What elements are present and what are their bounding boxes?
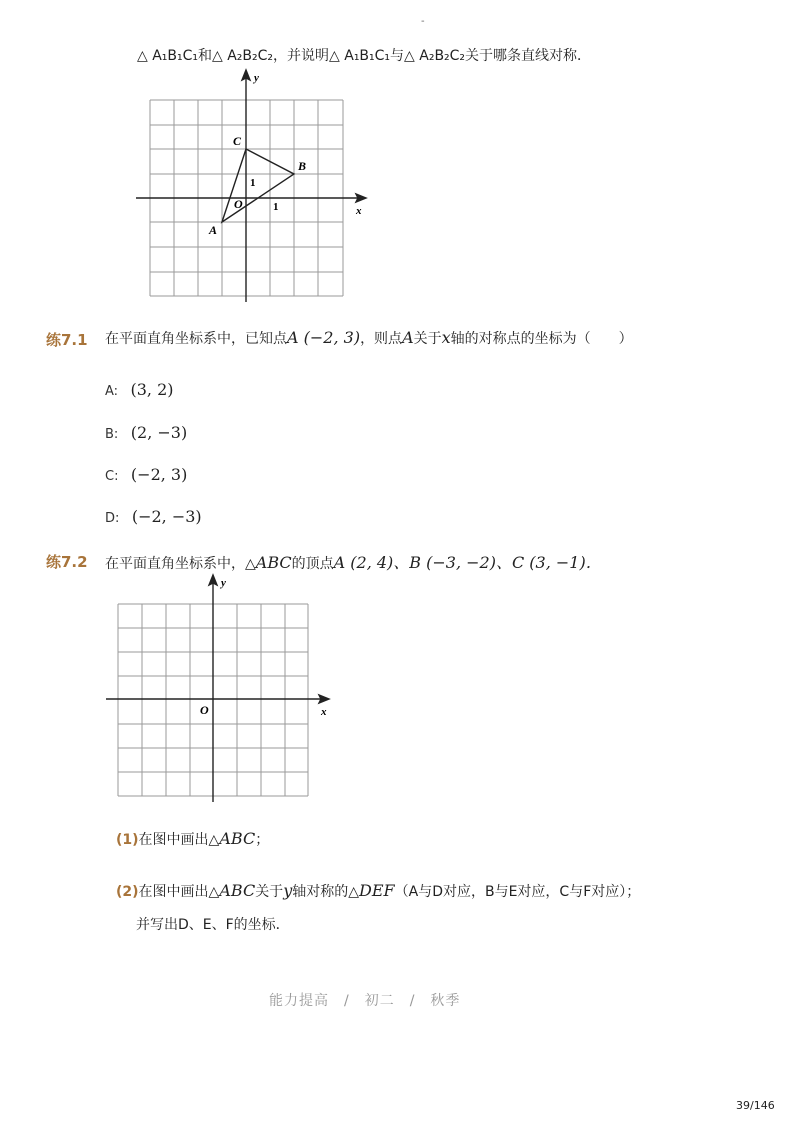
prev-problem-line — [137, 45, 591, 65]
vertex-label-b: B — [298, 159, 307, 173]
unit-label-x: 1 — [273, 201, 279, 213]
axis-y-label: y — [221, 577, 226, 589]
choice-letter: B: — [105, 427, 119, 442]
sub-question-label: (1) — [116, 832, 139, 848]
stem-point: A (−2, 3) — [287, 328, 361, 347]
origin-label: O — [234, 197, 243, 211]
choice-value: (2, −3) — [130, 423, 188, 442]
stem-text: 在平面直角坐标系中，△ — [105, 556, 256, 572]
sub-question-label: (2) — [116, 884, 139, 900]
triangle-abc — [222, 149, 294, 222]
axes — [106, 575, 329, 802]
axis-x-label: x — [356, 205, 362, 217]
header-mark: - — [421, 16, 425, 27]
exercise-7-2-stem — [105, 550, 602, 573]
exercise-7-1-stem — [105, 328, 633, 348]
footer-breadcrumb: 能力提高 / 初二 / 秋季 — [269, 993, 461, 1009]
stem-var: x — [441, 328, 451, 347]
choice-value: (−2, −3) — [131, 507, 202, 526]
choice-b[interactable] — [105, 423, 187, 442]
page-number: 39/146 — [736, 1099, 775, 1112]
choice-d[interactable] — [105, 507, 202, 526]
stem-text: 在平面直角坐标系中，已知点 — [105, 331, 287, 347]
stem-var: ABC — [255, 553, 292, 572]
sub-question-1 — [116, 829, 269, 849]
sub-question-text: 在图中画出△ — [138, 884, 220, 900]
figure-empty-grid — [100, 572, 340, 808]
exercise-7-2-label: 练7.2 — [46, 553, 88, 571]
choice-letter: C: — [105, 469, 119, 484]
stem-points: A (2, 4)、B (−3, −2)、C (3, −1)． — [333, 553, 602, 572]
choice-value: (−2, 3) — [130, 465, 188, 484]
stem-var: A — [402, 328, 414, 347]
choice-letter: A: — [105, 384, 119, 399]
choice-c[interactable] — [105, 465, 187, 484]
exercise-7-1-label: 练7.1 — [46, 331, 88, 349]
axis-x-label: x — [321, 706, 327, 718]
sub-question-2 — [116, 881, 640, 901]
vertex-label-c: C — [233, 134, 242, 148]
choice-value: (3, 2) — [130, 380, 174, 399]
origin-label: O — [200, 703, 209, 717]
choice-letter: D: — [105, 511, 120, 526]
sub-question-var: ABC — [219, 829, 256, 848]
sub-question-text: 轴对称的△ — [292, 884, 360, 900]
sub-question-text: 在图中画出△ — [138, 832, 220, 848]
sub-question-var: DEF — [359, 881, 395, 900]
sub-question-text: 关于 — [255, 884, 284, 900]
unit-label-y: 1 — [250, 177, 256, 189]
sub-question-var: y — [283, 881, 293, 900]
prev-problem-text: △ A₁B₁C₁和△ A₂B₂C₂，并说明△ A₁B₁C₁与△ A₂B₂C₂关于哪条直线对称． — [137, 48, 592, 64]
stem-text: 的顶点 — [291, 556, 334, 572]
figure-triangle-grid — [130, 68, 380, 308]
vertex-label-a: A — [209, 223, 218, 237]
stem-text: 轴的对称点的坐标为（ ） — [450, 331, 633, 347]
choice-a[interactable] — [105, 380, 174, 399]
sub-question-var: ABC — [219, 881, 256, 900]
sub-question-text: （A与D对应，B与E对应，C与F对应）； — [394, 884, 641, 900]
stem-text: 关于 — [413, 331, 442, 347]
sub-question-2-line2: 并写出D、E、F的坐标． — [136, 917, 290, 933]
axis-y-label: y — [254, 72, 259, 84]
sub-question-text: ； — [255, 832, 270, 848]
stem-text: ，则点 — [360, 331, 403, 347]
